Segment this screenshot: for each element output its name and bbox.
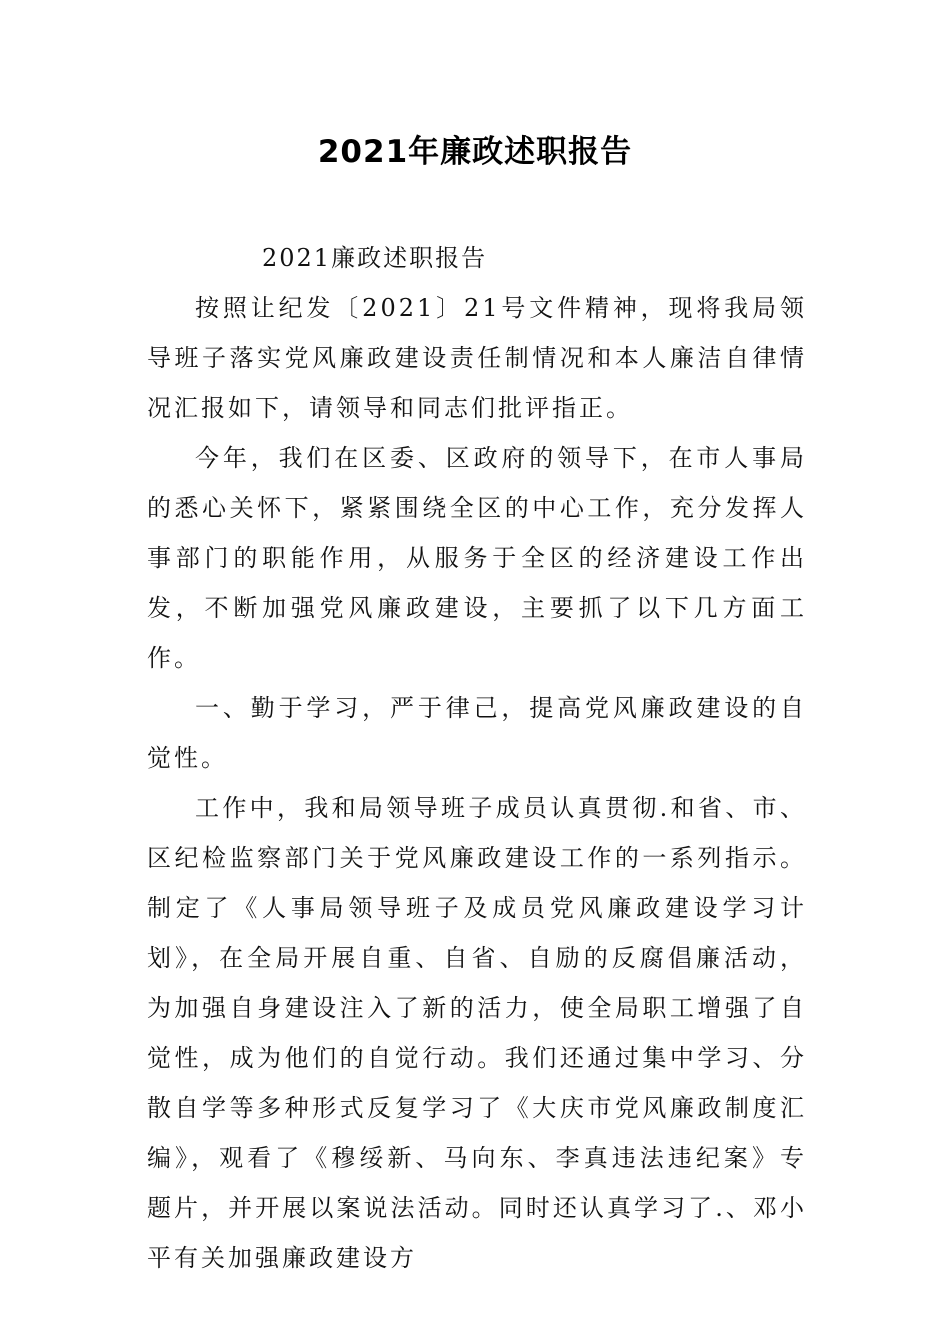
- paragraph-3: 工作中，我和局领导班子成员认真贯彻.和省、市、区纪检监察部门关于党风廉政建设工作的一系列指示。制定了《人事局领导班子及成员党风廉政建设学习计划》，在全局开展自重、自省、自励的反腐倡廉活动，为加强自身建设注入了新的活力，使全局职工增强了自觉性，成为他们的自觉行动。我们还通过集中学习、分散自学等多种形式反复学习了《大庆市党风廉政制度汇编》，观看了《穆绥新、马向东、李真违法违纪案》专题片，并开展以案说法活动。同时还认真学习了.、邓小平有关加强廉政建设方: [147, 794, 807, 1272]
- document-body: [147, 233, 807, 1283]
- section-heading-1: 一、勤于学习，严于律己，提高党风廉政建设的自觉性。: [147, 694, 807, 772]
- document-subtitle: 2021廉政述职报告: [262, 244, 488, 272]
- paragraph-1: 按照让纪发〔2021〕21号文件精神，现将我局领导班子落实党风廉政建设责任制情况和本人廉洁自律情况汇报如下，请领导和同志们批评指正。: [147, 294, 807, 422]
- paragraph-2: 今年，我们在区委、区政府的领导下，在市人事局的悉心关怀下，紧紧围绕全区的中心工作，充分发挥人事部门的职能作用，从服务于全区的经济建设工作出发，不断加强党风廉政建设，主要抓了以下几方面工作。: [147, 444, 807, 672]
- document-title: 2021年廉政述职报告: [317, 134, 633, 170]
